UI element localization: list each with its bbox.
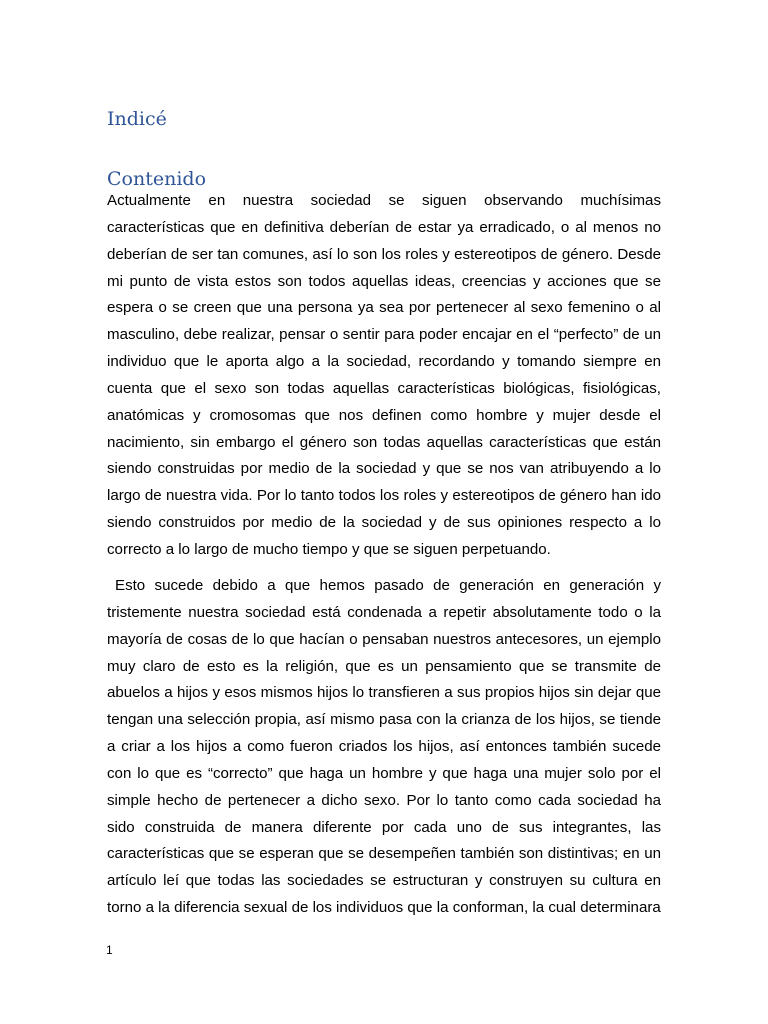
page-number: 1 bbox=[106, 943, 113, 957]
content-heading: Contenido bbox=[107, 168, 207, 190]
body-paragraph-2: Esto sucede debido a que hemos pasado de generación en generación y tristemente nuestra sociedad está condenada a repetir absolutamente todo o la mayoría de cosas de lo que hacían o pensaban nuestros antecesores, un ejemplo muy claro de esto es la religión, que es un pensamiento que se transmite de abuelos a hijos y esos mismos hijos lo transfieren a sus propios hijos sin dejar que tengan una selección propia, así mismo pasa con la crianza de los hijos, se tiende a criar a los hijos a como fueron criados los hijos, así entonces también sucede con lo que es “correcto” que haga un hombre y que haga una mujer solo por el simple hecho de pertenecer a dicho sexo. Por lo tanto como cada sociedad ha sido construida de manera diferente por cada uno de sus integrantes, las características que se esperan que se desempeñen también son distintivas; en un artículo leí que todas las sociedades se estructuran y construyen su cultura en torno a la diferencia sexual de los individuos que la conforman, la cual determinara bbox=[107, 577, 661, 917]
body-paragraph-1: Actualmente en nuestra sociedad se siguen observando muchísimas características que en definitiva deberían de estar ya erradicado, o al menos no deberían de ser tan comunes, así lo son los roles y estereotipos de género. Desde mi punto de vista estos son todos aquellas ideas, creencias y acciones que se espera o se creen que una persona ya sea por pertenecer al sexo femenino o al masculino, debe realizar, pensar o sentir para poder encajar en el “perfecto” de un individuo que le aporta algo a la sociedad, recordando y tomando siempre en cuenta que el sexo son todas aquellas características biológicas, fisiológicas, anatómicas y cromosomas que nos definen como hombre y mujer desde el nacimiento, sin embargo el género son todas aquellas características que están siendo construidas por medio de la sociedad y que se nos van atribuyendo a lo largo de nuestra vida. Por lo tanto todos los roles y estereotipos de género han ido siendo construidos por medio de la sociedad y de sus opiniones respecto a lo correcto a lo largo de mucho tiempo y que se siguen perpetuando. bbox=[107, 192, 661, 558]
index-heading: Indicé bbox=[107, 108, 167, 130]
